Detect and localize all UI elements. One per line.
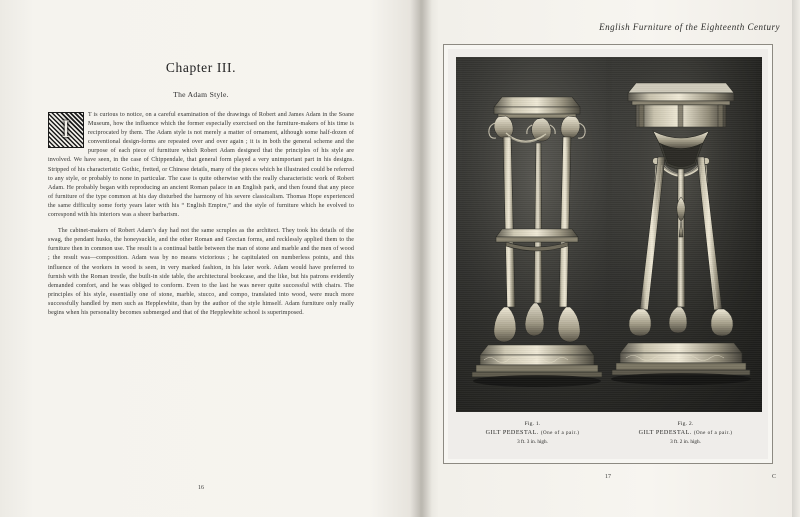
folio-right: 17 bbox=[605, 474, 611, 480]
figure-2-caption bbox=[609, 421, 762, 445]
figure-2-title bbox=[609, 430, 762, 436]
plate-photograph bbox=[456, 57, 762, 412]
left-page-textblock bbox=[48, 30, 354, 491]
figure-2-dimension: 3 ft. 2 in. high. bbox=[670, 439, 701, 445]
figure-1-title-note: (One of a pair.) bbox=[540, 431, 580, 436]
paragraph-2-text: The cabinet-makers of Robert Adam’s day had not the same scruples as the architect. They took his details of the swag, the pendant husks, the honeysuckle, and the other Roman and Grecian forms, and recklessly applied them to the furniture then in common use. The result is a continual battle between the man of stone and marble and the men of wood ; the result was—composition. Adam was by no means victorious ; he capitulated on numberless points, and this influence of the workers in wood is seen, in very marked fashion, in his later work. Adam would have preferred to furnish with the Roman trestle, the built-in side table, the architectural bookcase, and the like, but his patrons evidently demanded comfort, and he was obliged to conform. Even to the last he was never quite successful with chairs. The principles of his style, essentially one of stone, marble, stucco, and compo, translated into wood, were much more successfully handled by men such as Hepplewhite, than by the author of the style himself. Adam furniture only really begins when his personality becomes submerged and that of the Hepplewhite school is superimposed. bbox=[48, 228, 354, 316]
plate-mount bbox=[448, 49, 768, 459]
figure-1-title-text: GILT PEDESTAL. bbox=[485, 430, 539, 436]
chapter-subtitle: The Adam Style. bbox=[173, 90, 229, 99]
running-head: English Furniture of the Eighteenth Century bbox=[599, 22, 780, 32]
figure-1-caption bbox=[456, 421, 609, 445]
figure-2-label: Fig. 2. bbox=[677, 421, 694, 427]
drop-cap-initial bbox=[48, 112, 84, 148]
figure-2-title-note: (One of a pair.) bbox=[693, 431, 733, 436]
right-page bbox=[420, 0, 800, 517]
figure-2-gilt-pedestal-drawing bbox=[606, 57, 756, 412]
figure-2-title-text: GILT PEDESTAL. bbox=[638, 430, 692, 436]
chapter-title: Chapter III. bbox=[165, 60, 237, 75]
plate-captions bbox=[456, 421, 762, 445]
paragraph-1 bbox=[48, 111, 354, 220]
figure-1-label: Fig. 1. bbox=[524, 421, 541, 427]
paragraph-2 bbox=[48, 227, 354, 318]
folio-left: 16 bbox=[198, 485, 204, 491]
plate-frame bbox=[443, 44, 773, 464]
figure-1-dimension: 3 ft. 3 in. high. bbox=[517, 439, 548, 445]
paragraph-1-text: T is curious to notice, on a careful examination of the drawings of Robert and James Adam in the Soane Museum, how the influence which the former especially exercised on the furniture-makers of his time is reciprocated by them. The Adam style is not merely a matter of ornament, although some half-dozen of conventional design-forms are repeated over and over again ; it is in both the general scheme and the purpose of each piece of furniture which Robert Adam designed that the principles of his style are involved. We have seen, in the case of Chippendale, that general form played a very unimportant part in his designs. Stripped of his characteristic Gothic, fretted, or Chinese details, many of the pieces which he illustrated could be referred to any style, or probably to none in particular. The case is quite otherwise with the really characteristic work of Robert Adam. He probably began with reproducing an ancient Roman palace in an English park, and then found that any piece of furniture of the type common at his day disturbed the harmony of his severe classicalism. Thomas Hope experienced the same difficulty some forty years later with his “ English Empire,” and the style of furniture which he evolved to correspond with his interiors was a sheer barbarism. bbox=[48, 112, 354, 219]
figure-1-title bbox=[456, 430, 609, 436]
figure-1-gilt-pedestal-drawing bbox=[462, 57, 612, 412]
signature-mark: C bbox=[772, 474, 777, 480]
